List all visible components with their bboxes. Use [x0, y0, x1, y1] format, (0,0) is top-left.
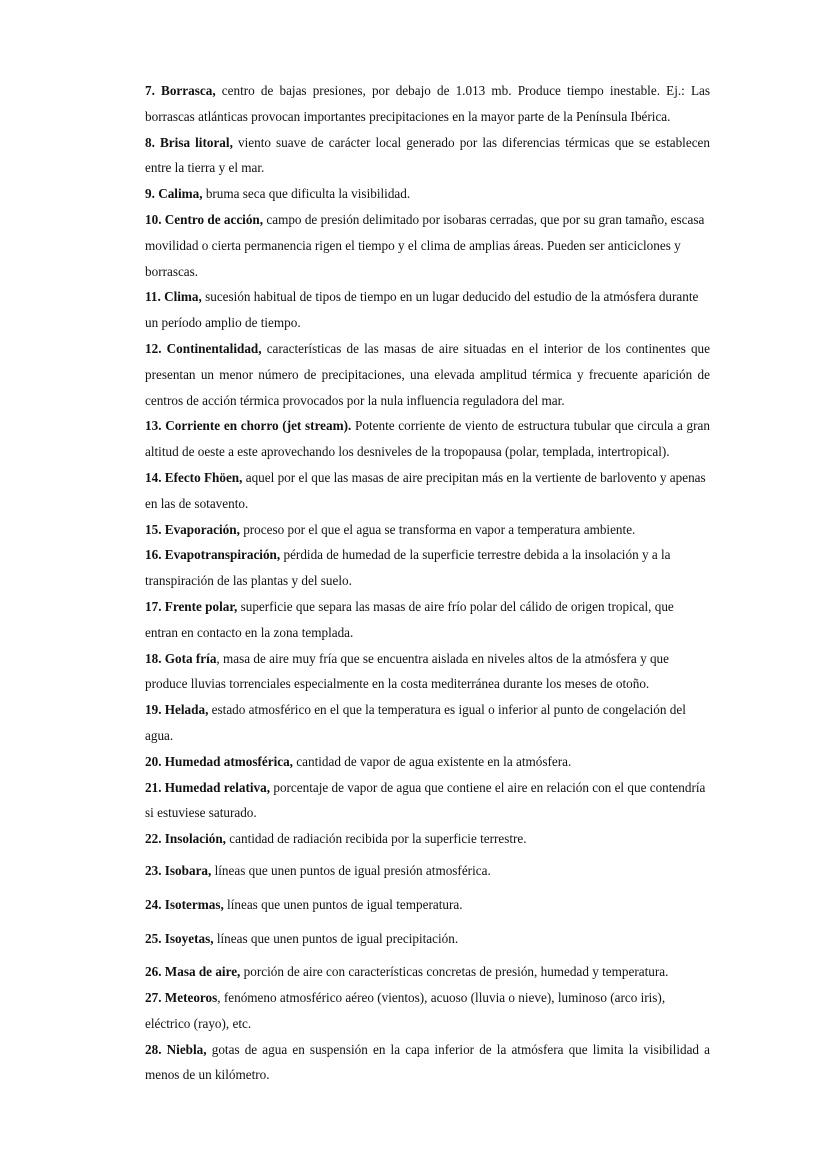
glossary-entry [145, 542, 710, 594]
entry-term: 27. Meteoros [145, 990, 218, 1006]
glossary-entry [145, 181, 710, 207]
glossary-entry [145, 926, 710, 952]
entry-definition: centro de bajas presiones, por debajo de 1.013 mb. Produce tiempo inestable. Ej.: Las borrascas atlánticas provocan importantes precipitaciones en la mayor parte de la Península Ibérica. [145, 83, 711, 124]
entry-term: 20. Humedad atmosférica, [145, 753, 293, 769]
glossary-entry [145, 336, 710, 413]
entry-term: 18. Gota fría [145, 650, 217, 666]
entry-term: 28. Niebla, [145, 1041, 207, 1057]
entry-term: 9. Calima, [145, 186, 203, 202]
glossary-entry [145, 858, 710, 884]
glossary-entry [145, 892, 710, 918]
glossary-entry [145, 78, 710, 130]
entry-definition: cantidad de radiación recibida por la superficie terrestre. [229, 831, 527, 847]
entry-term: 16. Evapotranspiración, [145, 547, 281, 563]
entry-term: 22. Insolación, [145, 831, 226, 847]
glossary-entry [145, 646, 710, 698]
glossary-entry [145, 749, 710, 775]
entry-term: 8. Brisa litoral, [145, 134, 233, 150]
entry-definition: aquel por el que las masas de aire precipitan más en la vertiente de barlovento y apenas en las de sotavento. [145, 469, 706, 511]
entry-term: 12. Continentalidad, [145, 340, 262, 356]
entry-definition: , masa de aire muy fría que se encuentra aislada en niveles altos de la atmósfera y que produce lluvias torrenciales especialmente en la costa mediterránea durante los meses de otoño. [145, 650, 670, 692]
entry-definition: proceso por el que el agua se transforma en vapor a temperatura ambiente. [243, 521, 636, 537]
entry-term: 10. Centro de acción, [145, 211, 264, 227]
glossary-entry [145, 697, 710, 749]
glossary-list [145, 78, 710, 1088]
entry-definition: gotas de agua en suspensión en la capa inferior de la atmósfera que limita la visibilidad a menos de un kilómetro. [145, 1041, 711, 1083]
glossary-entry [145, 284, 710, 336]
entry-term: 14. Efecto Fhöen, [145, 469, 243, 485]
entry-term: 21. Humedad relativa, [145, 779, 271, 795]
entry-term: 7. Borrasca, [145, 83, 216, 98]
entry-definition: Potente corriente de viento de estructura tubular que circula a gran altitud de oeste a este aprovechando los desniveles de la tropopausa (polar, templada, intertropical). [145, 418, 710, 460]
entry-term: 17. Frente polar, [145, 598, 238, 614]
glossary-entry [145, 775, 710, 827]
entry-definition: bruma seca que dificulta la visibilidad. [205, 186, 411, 202]
entry-definition: estado atmosférico en el que la temperatura es igual o inferior al punto de congelación del agua. [145, 702, 686, 743]
entry-definition: superficie que separa las masas de aire frío polar del cálido de origen tropical, que entran en contacto en la zona templada. [145, 598, 674, 640]
glossary-entry [145, 130, 710, 182]
glossary-entry [145, 465, 710, 517]
glossary-entry [145, 517, 710, 543]
entry-definition: porcentaje de vapor de agua que contiene el aire en relación con el que contendría si estuviese saturado. [145, 779, 706, 821]
entry-definition: viento suave de carácter local generado por las diferencias térmicas que se establecen entre la tierra y el mar. [145, 134, 711, 176]
entry-term: 15. Evaporación, [145, 521, 240, 537]
glossary-entry [145, 594, 710, 646]
glossary-entry [145, 959, 710, 985]
entry-term: 24. Isotermas, [145, 896, 224, 912]
glossary-entry [145, 985, 710, 1037]
entry-term: 19. Helada, [145, 702, 209, 718]
entry-term: 26. Masa de aire, [145, 964, 241, 980]
glossary-entry [145, 413, 710, 465]
entry-definition: características de las masas de aire situadas en el interior de los continentes que presentan un menor número de precipitaciones, una elevada amplitud térmica y frecuente aparición de centros de acción térmica provocados por la nula influencia reguladora del mar. [145, 340, 711, 408]
entry-definition: cantidad de vapor de agua existente en la atmósfera. [296, 753, 572, 769]
glossary-entry [145, 207, 710, 284]
entry-definition: pérdida de humedad de la superficie terrestre debida a la insolación y a la transpiración de las plantas y del suelo. [145, 547, 671, 589]
entry-term: 23. Isobara, [145, 862, 212, 878]
entry-definition: líneas que unen puntos de igual temperatura. [227, 896, 463, 912]
entry-definition: sucesión habitual de tipos de tiempo en un lugar deducido del estudio de la atmósfera durante un período amplio de tiempo. [145, 289, 699, 331]
entry-term: 25. Isoyetas, [145, 930, 214, 946]
entry-definition: campo de presión delimitado por isobaras cerradas, que por su gran tamaño, escasa movilidad o cierta permanencia rigen el tiempo y el clima de amplias áreas. Pueden ser anticiclones y borrascas. [145, 211, 705, 279]
entry-definition: líneas que unen puntos de igual precipitación. [216, 930, 459, 946]
glossary-entry [145, 826, 710, 852]
entry-term: 13. Corriente en chorro (jet stream). [145, 418, 352, 434]
entry-definition: , fenómeno atmosférico aéreo (vientos), acuoso (lluvia o nieve), luminoso (arco iris), eléctrico (rayo), etc. [145, 990, 666, 1031]
glossary-entry [145, 1037, 710, 1089]
entry-definition: porción de aire con características concretas de presión, humedad y temperatura. [243, 964, 669, 980]
entry-term: 11. Clima, [145, 289, 202, 305]
entry-definition: líneas que unen puntos de igual presión atmosférica. [214, 862, 491, 878]
